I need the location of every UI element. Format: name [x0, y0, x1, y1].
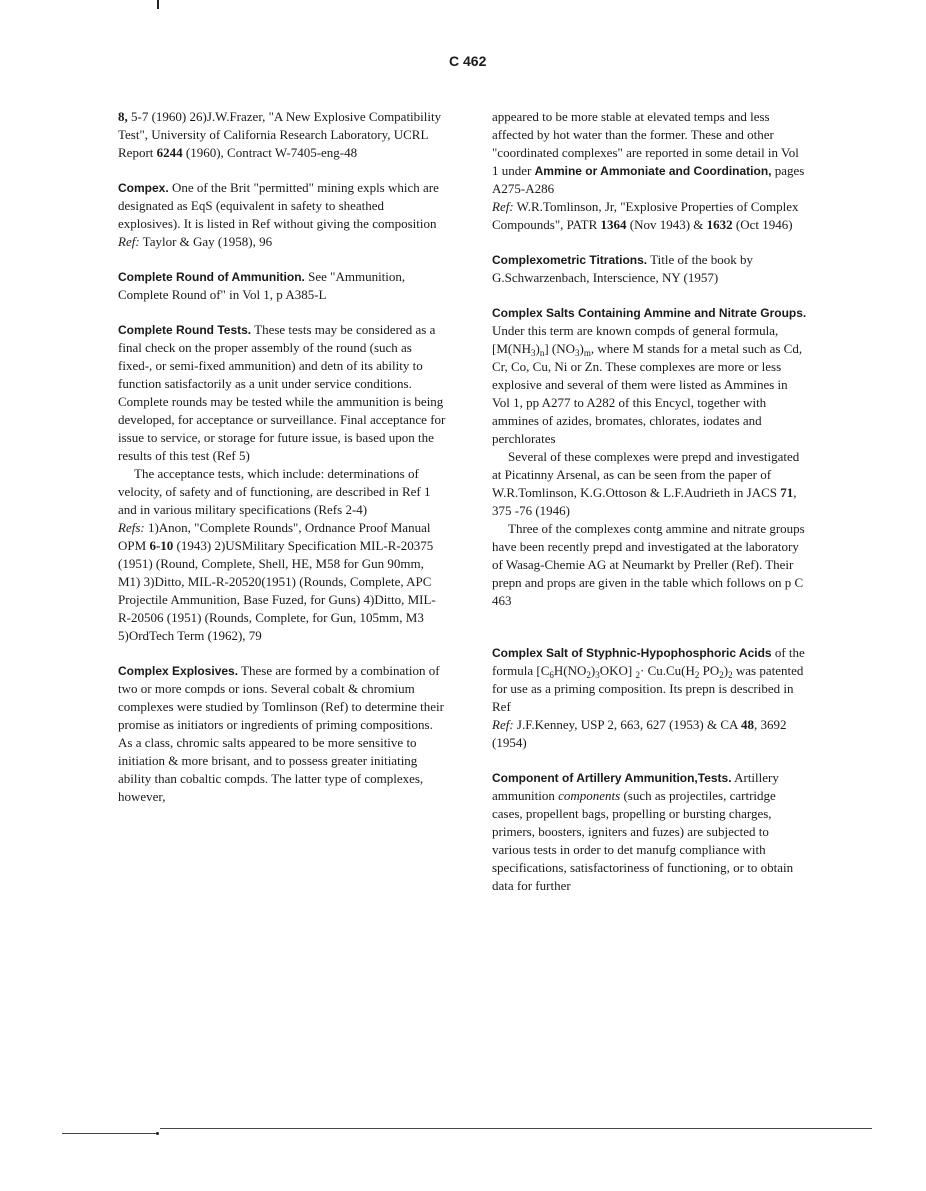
paragraph: Several of these complexes were prepd and investigated at Picatinny Arsenal, as can be seen from the paper of W.R.Tomlinson, K.G.Ottoson & L.F.Audrieth in JACS 71, 375 -76 (1946): [492, 449, 800, 518]
entry-compex: Compex. One of the Brit "permitted" mining expls which are designated as EqS (equivalent in safety to sheathed explosives). It is listed in Ref without giving the composition Ref: Taylor & Gay (1958), 96: [118, 180, 439, 249]
headword: Compex.: [118, 181, 169, 195]
headword: Complex Explosives.: [118, 664, 239, 678]
entry-component-artillery-ammunition: Component of Artillery Ammunition,Tests. Artillery ammunition components (such as projectiles, cartridge cases, propellent bags, propelling or bursting charges, primers, boosters, igniters and fuzes) are subjected to various tests in order to det manufg compliance with specifications, satisfactoriness of functioning, or to obtain data for further: [492, 770, 794, 893]
page-number: C 462: [449, 53, 487, 69]
entry-complete-round-of-ammunition: Complete Round of Ammunition. See "Ammunition, Complete Round of" in Vol 1, p A385-L: [118, 269, 406, 302]
footer-mark: [156, 1132, 159, 1135]
headword: Complex Salts Containing Ammine and Nitrate Groups.: [492, 306, 807, 320]
footer-rule: [160, 1128, 872, 1129]
entry-complex-salts-ammine-nitrate: Complex Salts Containing Ammine and Nitrate Groups. Under this term are known compds of general formula, $[M(NH_3)_n]$ $(NO_3)_m$, where M stands for a metal such as Cd, Cr, Co, Cu, Ni or Zn. These complexes are more or less explosive and several of them were listed as Ammines in Vol 1, pp A277 to A282 of this Encycl, together with ammines of azides, bromates, chlorates, iodates and perchlorates: [492, 306, 807, 446]
paragraph: The acceptance tests, which include: determinations of velocity, of safety and of functioning, are described in Ref 1 and in various military specifications (Refs 2-4): [118, 466, 431, 517]
references: Refs: 1)Anon, "Complete Rounds", Ordnance Proof Manual OPM 6-10 (1943) 2)USMilitary Specification MIL-R-20375 (1951) (Round, Complete, Shell, HE, M58 for Gun 90mm, M1) 3)Ditto, MIL-R-20520(1951) (Rounds, Complete, APC Projectile Ammunition, Base Fuzed, for Guns) 4)Ditto, MIL-R-20506 (1951) (Rounds, Complete, for Gun, 105mm, M3 5)OrdTech Term (1962), 79: [118, 520, 436, 643]
headword: Complete Round of Ammunition.: [118, 270, 305, 284]
headword: Complexometric Titrations.: [492, 253, 648, 267]
headword: Component of Artillery Ammunition,Tests.: [492, 771, 732, 785]
entry-complex-salt-styphnic: Complex Salt of Styphnic-Hypophosphoric Acids of the formula $[C_6H(NO_2)_3OKO]$ $_2\cdot Cu.Cu(H_2$ $PO_2)_2$ was patented for use as a priming composition. Its prepn is described in Ref Ref: J.F.Kenney, USP 2, 663, 627 (1953) & CA 48, 3692 (1954): [492, 645, 805, 750]
entry-complete-round-tests: Complete Round Tests. These tests may be considered as a final check on the proper assembly of the round (such as fixed-, or semi-fixed ammunition) and detn of its ability to function satisfactorily as a unit under service conditions. Complete rounds may be tested while the ammunition is being developed, for acceptance or surveillance. Final acceptance for issue to service, or storage for future issue, is based upon the results of this test (Ref 5): [118, 322, 446, 463]
headword: Complete Round Tests.: [118, 323, 252, 337]
entry-complex-explosives: Complex Explosives. These are formed by a combination of two or more compds or ions. Several cobalt & chromium complexes were studied by Tomlinson (Ref) to determine their promise as initiators or ingredients of priming compositions. As a class, chromic salts appeared to be more sensitive to initiation & more brisant, and to possess greater initiating ability than cobaltic compds. The latter type of complexes, however,: [118, 663, 444, 804]
complex-explosives-continued: appeared to be more stable at elevated temps and less affected by hot water than the former. These and other "coordinated complexes" are reported in some detail in Vol 1 under Ammine or Ammoniate and Coordination, pages A275-A286 Ref: W.R.Tomlinson, Jr, "Explosive Properties of Complex Compounds", PATR 1364 (Nov 1943) & 1632 (Oct 1946): [492, 109, 805, 232]
right-column: [492, 108, 808, 895]
scan-mark: [157, 0, 159, 9]
paragraph: Three of the complexes contg ammine and nitrate groups have been recently prepd and investigated at the laboratory of Wasag-Chemie AG at Neumarkt by Preller (Ref). Their prepn and props are given in the table which follows on p C 463: [492, 521, 805, 608]
footer-rule: [62, 1133, 158, 1134]
frazer-reference: 8, 5-7 (1960) 26)J.W.Frazer, "A New Explosive Compatibility Test", University of California Research Laboratory, UCRL Report 6244 (1960), Contract W-7405-eng-48: [118, 109, 442, 160]
entry-complexometric-titrations: Complexometric Titrations. Title of the book by G.Schwarzenbach, Interscience, NY (1957): [492, 252, 753, 285]
headword: Complex Salt of Styphnic-Hypophosphoric Acids: [492, 646, 772, 660]
left-column: [118, 108, 448, 806]
volume-number: 8,: [118, 109, 128, 124]
